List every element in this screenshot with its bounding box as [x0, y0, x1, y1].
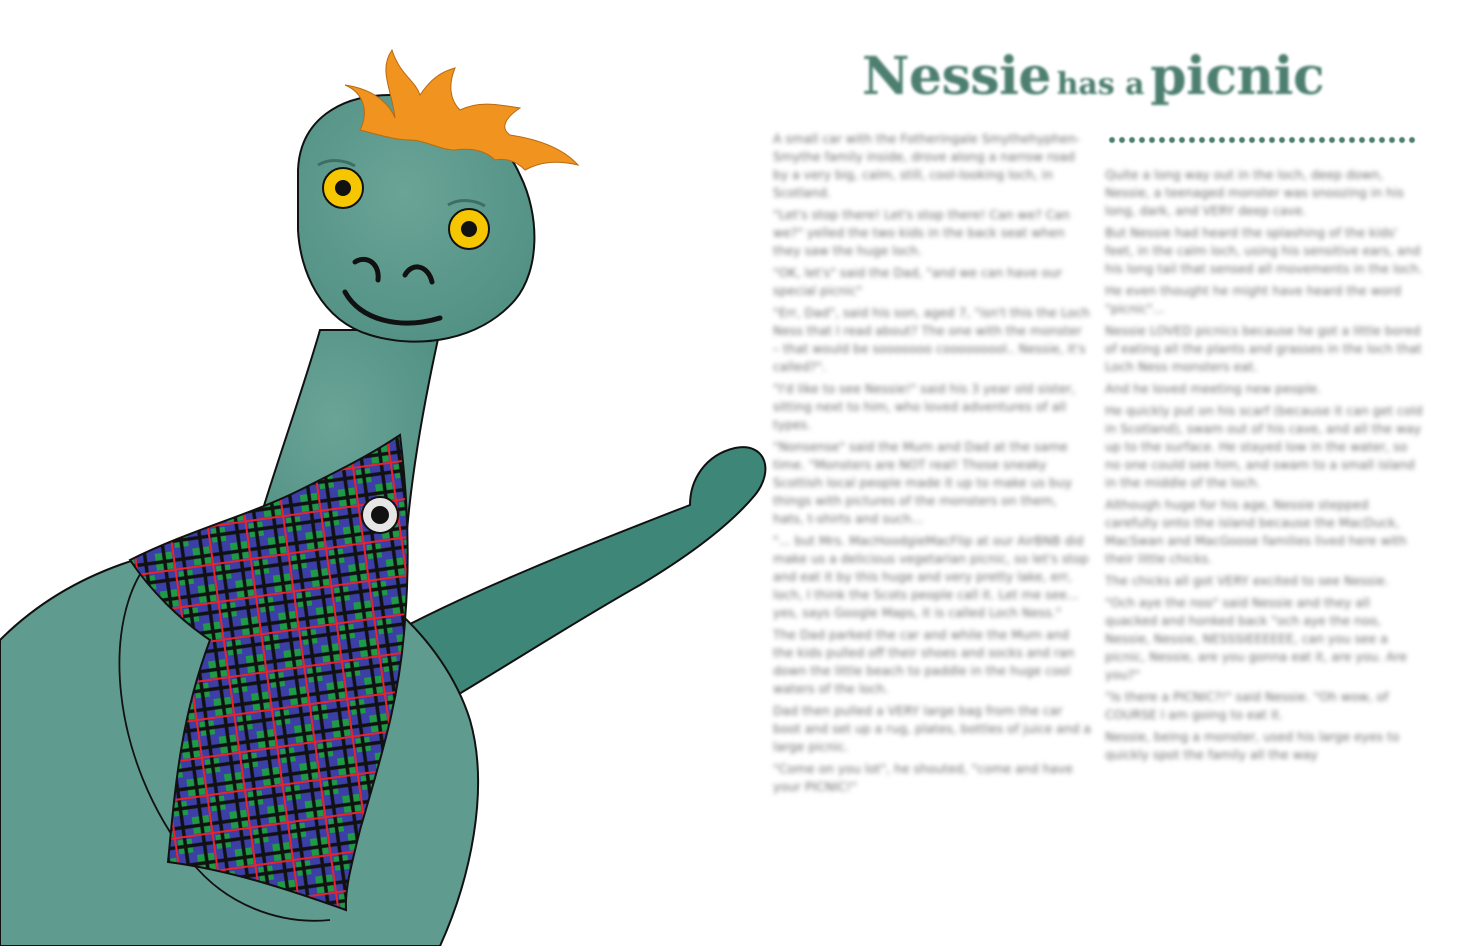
story-paragraph: He quickly put on his scarf (because it can get cold in Scotland), swam out of his cave, and all the way up to the surface. He stayed low in the water, so no one could see him, and swam to a small island in the middle of the loch.: [1105, 403, 1423, 490]
story-paragraph: The chicks all got VERY excited to see Nessie.: [1105, 573, 1389, 588]
story-paragraph: "Nonsense" said the Mum and Dad at the same time. "Monsters are NOT real! Those sneaky Scottish local people made it up to make us buy things with pictures of the monsters on them, hats, t-shirts and such...: [773, 439, 1073, 526]
story-paragraph: "Let's stop there! Let's stop there! Can we? Can we?" yelled the two kids in the back seat when they saw the huge loch.: [773, 207, 1070, 258]
right-eye: [449, 209, 489, 249]
story-paragraph: Quite a long way out in the loch, deep down, Nessie, a teenaged monster was snoozing in his long, dark, and VERY deep cave.: [1105, 167, 1404, 218]
googly-eye: [362, 497, 398, 533]
story-paragraph: "Och aye the noo" said Nessie and they all quacked and honked back "och aye the noo, Nessie, Nessie, NESSSIEEEEEE, can you see a picnic, Nessie, are you gonna eat it, are you. Are you?": [1105, 595, 1407, 682]
title-part-3: picnic: [1150, 46, 1325, 107]
story-paragraph: A small car with the Fotheringale Smythehyphen-Smythe family inside, drove along a narrow road by a very big, calm, still, cool-looking loch, in Scotland.: [773, 131, 1081, 200]
story-paragraph: Nessie LOVED picnics because he got a little bored of eating all the plants and grasses in the loch that Loch Ness monsters eat.: [1105, 323, 1422, 374]
story-column-right: [1105, 166, 1423, 768]
story-paragraph: But Nessie had heard the splashing of the kids' feet, in the calm loch, using his sensitive ears, and his long tail that sensed all movements in the loch.: [1105, 225, 1423, 276]
story-paragraph: "Come on you lot", he shouted, "come and have your PICNIC!": [773, 761, 1073, 794]
story-paragraph: "I'd like to see Nessie!" said his 3 year old sister, sitting next to him, who loved adventures of all types.: [773, 381, 1076, 432]
story-paragraph: Dad then pulled a VERY large bag from the car boot and set up a rug, plates, bottles of juice and a large picnic.: [773, 703, 1092, 754]
story-column-left: [773, 130, 1091, 800]
story-paragraph: He even thought he might have heard the word "picnic"...: [1105, 283, 1402, 316]
story-paragraph: And he loved meeting new people.: [1105, 381, 1322, 396]
page-title: [862, 46, 1402, 107]
story-paragraph: Nessie, being a monster, used his large eyes to quickly spot the family all the way: [1105, 729, 1400, 762]
story-paragraph: "... but Mrs. MacHoodgieMacFlip at our AirBNB did make us a delicious vegetarian picnic, so let's stop and eat it by this huge and very pretty lake, err, loch, I think the Scots people call it. Let me see... yes, says Google Maps, it is called Loch Ness.": [773, 533, 1089, 620]
story-paragraph: Although huge for his age, Nessie stepped carefully onto the island because the MacDuck, MacSwan and MacGoose families lived here with their little chicks.: [1105, 497, 1407, 566]
left-eye: [323, 168, 363, 208]
dotted-divider: [1107, 135, 1417, 145]
story-paragraph: "Err, Dad", said his son, aged 7, "isn't this the Loch Ness that I read about? The one with the monster – that would be sooooooo cooooooool.. Nessie, it's called?".: [773, 305, 1090, 374]
story-paragraph: "Is there a PICNIC?!" said Nessie. "Oh wow, of COURSE I am going to eat it.: [1105, 689, 1389, 722]
title-part-1: Nessie: [862, 46, 1052, 107]
title-part-2: has a: [1056, 67, 1145, 102]
story-paragraph: "OK, let's" said the Dad, "and we can have our special picnic": [773, 265, 1063, 298]
story-paragraph: The Dad parked the car and while the Mum and the kids pulled off their shoes and socks and ran down the little beach to paddle in the huge cool waters of the loch.: [773, 627, 1075, 696]
